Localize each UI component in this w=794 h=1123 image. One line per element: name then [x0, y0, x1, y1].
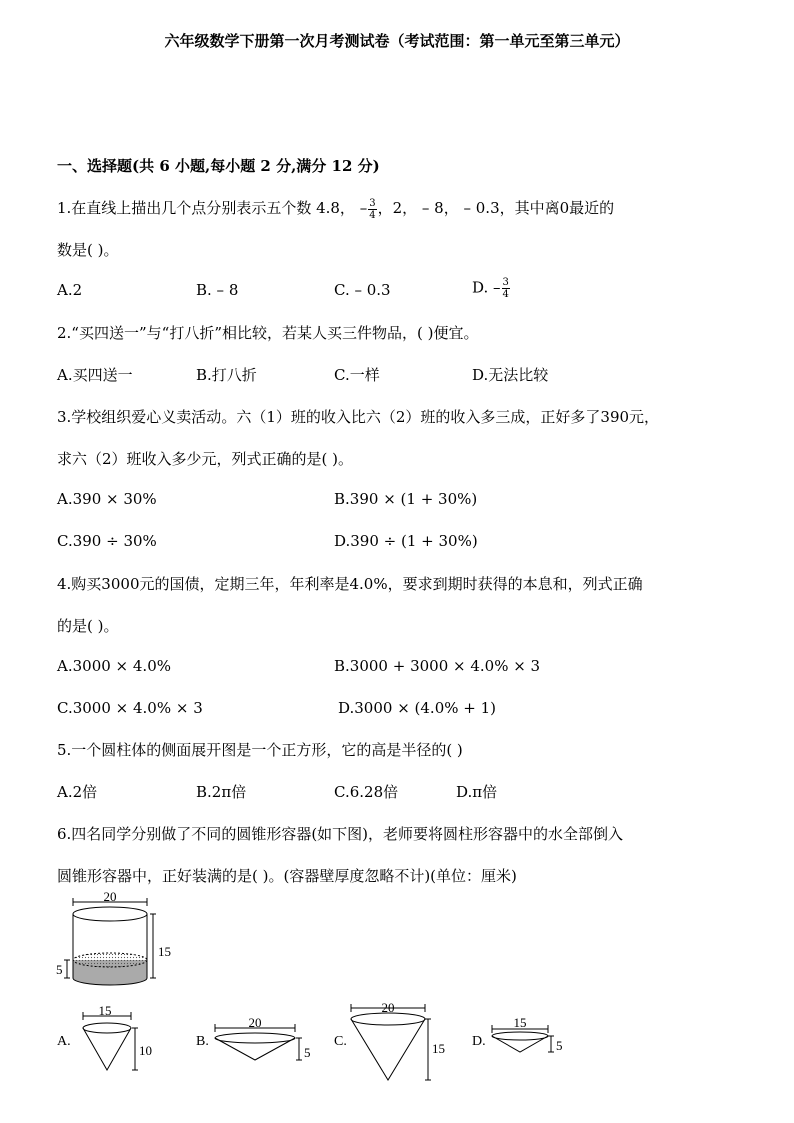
cylinder-water-label: 5	[56, 962, 63, 977]
q1-option-d[interactable]	[472, 277, 511, 300]
q4-option-d[interactable]: D.3000 × (4.0% + 1)	[338, 699, 496, 717]
cone-c	[351, 1004, 431, 1080]
cone-b-diameter: 20	[248, 1015, 262, 1030]
containers-figure	[0, 890, 794, 1090]
q3-option-d[interactable]: D.390 ÷ (1 + 30%)	[334, 532, 478, 550]
q5-option-c[interactable]: C.6.28倍	[334, 783, 399, 801]
cone-a-height: 10	[139, 1043, 152, 1058]
cone-a-label: A.	[57, 1034, 71, 1049]
q6-stem-line2: 圆锥形容器中，正好装满的是( )。(容器壁厚度忽略不计)(单位：厘米)	[57, 867, 517, 885]
section-heading: 一、选择题(共 6 小题,每小题 2 分,满分 12 分)	[57, 157, 380, 175]
q1-stem	[57, 197, 614, 221]
cone-b-label: B.	[196, 1034, 209, 1049]
q1-option-b[interactable]: B. – 8	[196, 281, 239, 299]
q3-option-b[interactable]: B.390 × (1 + 30%)	[334, 490, 478, 508]
q5-option-b[interactable]: B.2π倍	[196, 783, 247, 801]
q1-stem-post: ，2， – 8， – 0.3，其中离0最近的	[377, 199, 615, 217]
cylinder-height-label: 15	[158, 944, 171, 959]
q4-option-c[interactable]: C.3000 × 4.0% × 3	[57, 699, 203, 717]
q1-option-d-prefix: D. –	[472, 278, 501, 297]
q6-stem-line1: 6.四名同学分别做了不同的圆锥形容器(如下图)，老师要将圆柱形容器中的水全部倒入	[57, 825, 624, 843]
cylinder-diameter-label: 20	[103, 890, 117, 904]
q1-stem-pre: 1.在直线上描出几个点分别表示五个数 4.8， –	[57, 199, 368, 217]
cylinder-container	[64, 898, 156, 985]
q2-option-b[interactable]: B.打八折	[196, 366, 257, 384]
q1-option-a[interactable]: A.2	[57, 281, 83, 299]
cone-c-height: 15	[432, 1041, 445, 1056]
q4-option-b[interactable]: B.3000 + 3000 × 4.0% × 3	[334, 657, 541, 675]
cone-b-height: 5	[304, 1045, 311, 1060]
q1-option-d-fraction	[502, 277, 510, 300]
cone-d-height: 5	[556, 1038, 563, 1053]
q3-option-c[interactable]: C.390 ÷ 30%	[57, 532, 157, 550]
q3-stem-line2: 求六（2）班收入多少元，列式正确的是( )。	[57, 450, 354, 468]
q2-option-d[interactable]: D.无法比较	[472, 366, 549, 384]
q2-option-c[interactable]: C.一样	[334, 366, 380, 384]
q4-stem-line1: 4.购买3000元的国债，定期三年，年利率是4.0%，要求到期时获得的本息和，列式正确	[57, 575, 643, 593]
q2-stem: 2.“买四送一”与“打八折”相比较，若某人买三件物品，( )便宜。	[57, 324, 479, 342]
page-title: 六年级数学下册第一次月考测试卷（考试范围：第一单元至第三单元）	[164, 32, 630, 50]
cone-c-diameter: 20	[381, 1000, 395, 1015]
q4-stem-line2: 的是( )。	[57, 617, 119, 635]
cone-c-label: C.	[334, 1034, 347, 1049]
q1-frac-den: 4	[369, 209, 376, 221]
q1-option-d-num: 3	[502, 277, 509, 288]
q1-option-c[interactable]: C. – 0.3	[334, 281, 391, 299]
q1-stem-line2: 数是( )。	[57, 241, 119, 259]
cone-a	[83, 1012, 138, 1070]
q5-stem: 5.一个圆柱体的侧面展开图是一个正方形，它的高是半径的( )	[57, 741, 463, 759]
q4-option-a[interactable]: A.3000 × 4.0%	[57, 657, 171, 675]
cone-a-diameter: 15	[98, 1003, 112, 1018]
q1-fraction	[368, 198, 376, 221]
cone-d-label: D.	[472, 1034, 486, 1049]
q3-stem-line1: 3.学校组织爱心义卖活动。六（1）班的收入比六（2）班的收入多三成，正好多了390元，	[57, 408, 660, 426]
q5-option-a[interactable]: A.2倍	[57, 783, 98, 801]
q3-option-a[interactable]: A.390 × 30%	[57, 490, 157, 508]
q2-option-a[interactable]: A.买四送一	[57, 366, 133, 384]
cone-d-diameter: 15	[513, 1015, 527, 1030]
q5-option-d[interactable]: D.π倍	[456, 783, 498, 801]
q1-option-d-den: 4	[502, 289, 509, 300]
q1-frac-num: 3	[369, 197, 376, 209]
